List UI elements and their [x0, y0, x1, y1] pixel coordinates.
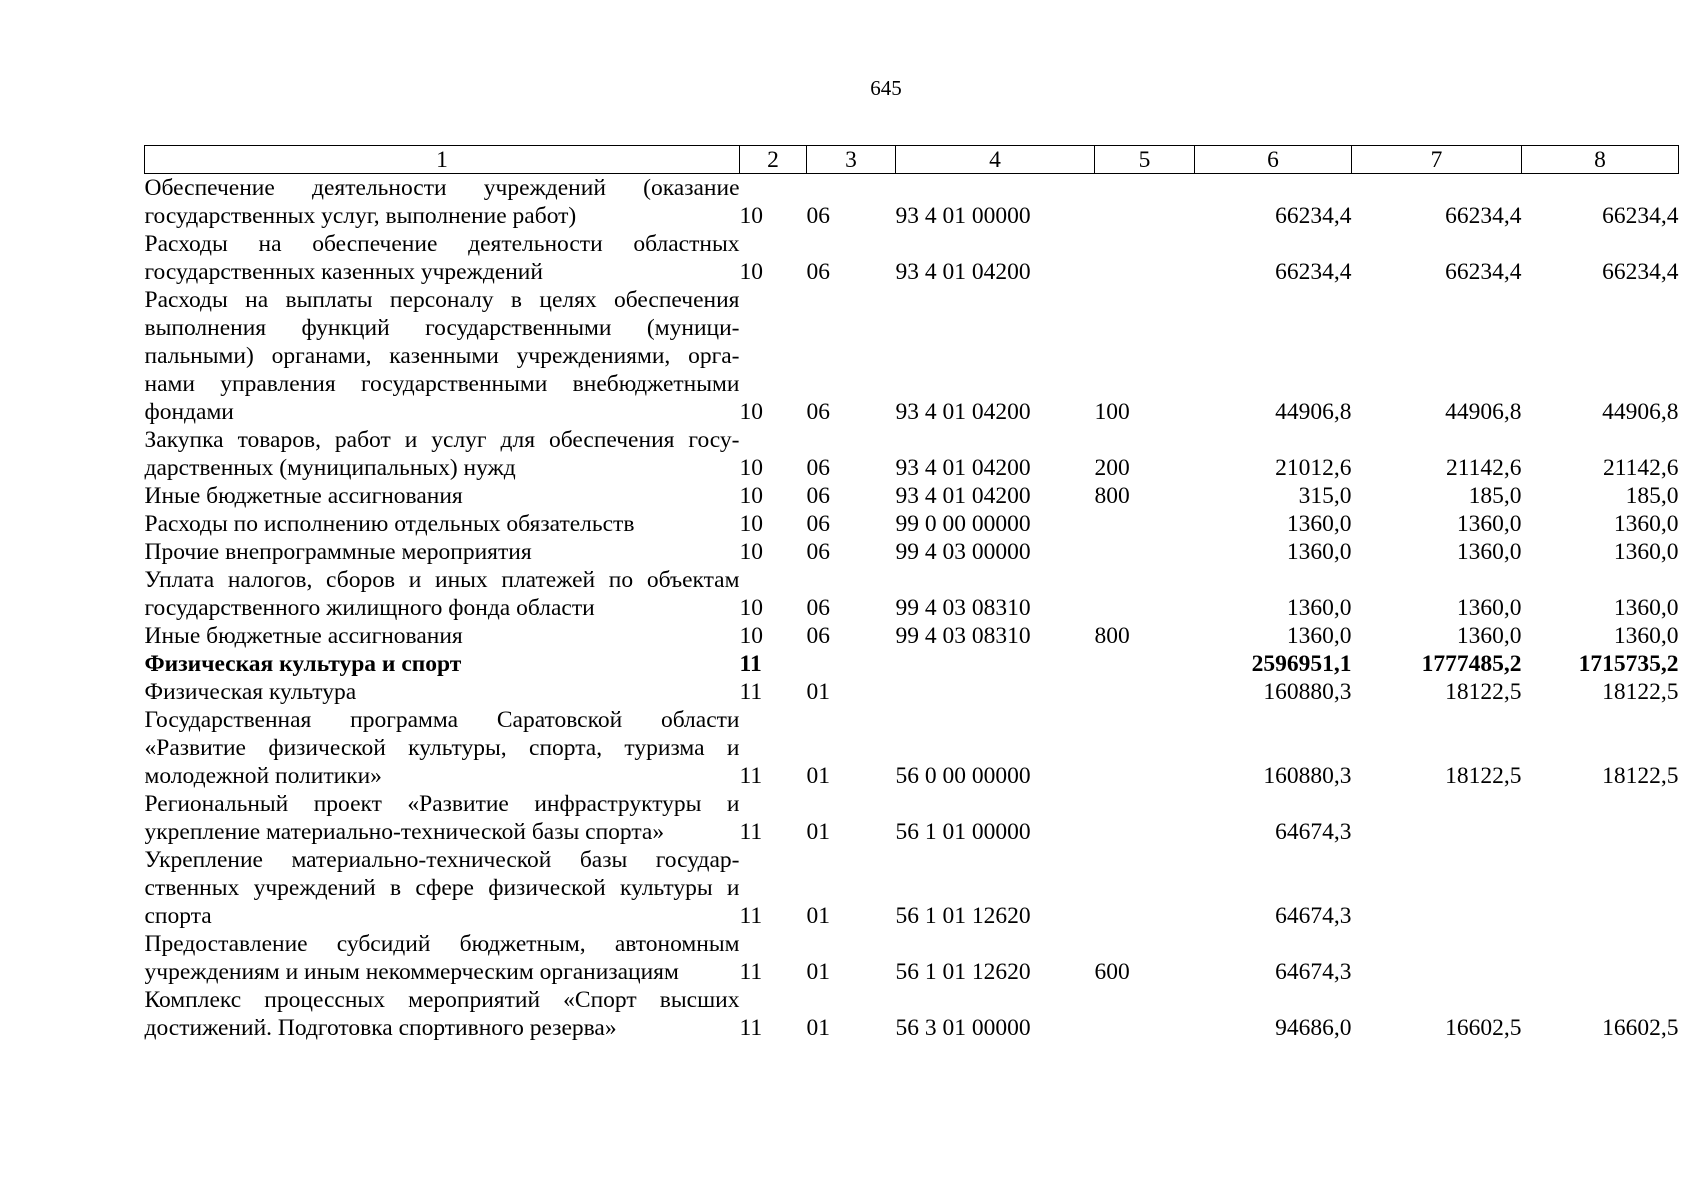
table-body [145, 174, 1679, 1043]
row-name: Физическая культура [144, 679, 357, 705]
subsection-code: 06 [806, 539, 830, 565]
amount-col-6: 64674,3 [1275, 959, 1352, 985]
section-code: 10 [739, 595, 763, 621]
expense-type-code [1095, 986, 1195, 1042]
amount-col-6: 21012,6 [1275, 455, 1352, 481]
amount-col-8: 1360,0 [1613, 539, 1679, 565]
amount-col-6: 64674,3 [1275, 903, 1352, 929]
table-row [145, 566, 1679, 622]
expense-type-code [1095, 846, 1195, 930]
target-article-code: 56 1 01 12620 [895, 959, 1031, 985]
row-name: Укрепление материально-технической базы государ-ственных учреждений в сфере физической культуры и спорта [144, 847, 740, 929]
subsection-code [807, 650, 896, 678]
target-article-code [896, 678, 1095, 706]
amount-col-8: 1715735,2 [1578, 651, 1679, 677]
expense-type-code [1095, 650, 1195, 678]
expense-type-code: 800 [1094, 483, 1130, 509]
table-row [145, 650, 1679, 678]
table-row [145, 986, 1679, 1042]
subsection-code: 01 [806, 679, 830, 705]
amount-col-6: 160880,3 [1263, 679, 1352, 705]
amount-col-8: 66234,4 [1602, 203, 1679, 229]
amount-col-8 [1522, 790, 1679, 846]
table-row [145, 426, 1679, 482]
row-name: Расходы на обеспечение деятельности областных государственных казенных учреждений [144, 231, 740, 285]
amount-col-7: 1360,0 [1456, 539, 1522, 565]
expense-type-code: 100 [1094, 399, 1130, 425]
expense-type-code [1095, 510, 1195, 538]
header-col-2: 2 [740, 146, 807, 174]
target-article-code [896, 650, 1095, 678]
amount-col-8: 185,0 [1625, 483, 1679, 509]
amount-col-6: 2596951,1 [1251, 651, 1352, 677]
amount-col-6: 315,0 [1298, 483, 1352, 509]
amount-col-7: 66234,4 [1445, 259, 1522, 285]
table-row [145, 482, 1679, 510]
row-name: Государственная программа Саратовской области «Развитие физической культуры, спорта, туризма и молодежной политики» [144, 707, 740, 789]
amount-col-8: 18122,5 [1602, 763, 1679, 789]
header-col-1: 1 [145, 146, 740, 174]
subsection-code: 01 [806, 903, 830, 929]
target-article-code: 99 4 03 00000 [895, 539, 1031, 565]
subsection-code: 06 [806, 511, 830, 537]
amount-col-7 [1352, 790, 1522, 846]
row-name: Иные бюджетные ассигнования [144, 623, 463, 649]
section-code: 11 [739, 903, 763, 929]
subsection-code: 06 [806, 399, 830, 425]
subsection-code: 06 [806, 595, 830, 621]
target-article-code: 56 0 00 00000 [895, 763, 1031, 789]
section-code: 10 [739, 511, 763, 537]
expense-type-code: 600 [1094, 959, 1130, 985]
target-article-code: 93 4 01 04200 [895, 455, 1031, 481]
row-name: Физическая культура и спорт [144, 651, 462, 677]
expense-type-code: 800 [1094, 623, 1130, 649]
subsection-code: 06 [806, 483, 830, 509]
target-article-code: 99 0 00 00000 [895, 511, 1031, 537]
table-row [145, 790, 1679, 846]
amount-col-8: 1360,0 [1613, 511, 1679, 537]
amount-col-8: 66234,4 [1602, 259, 1679, 285]
expense-type-code [1095, 174, 1195, 231]
target-article-code: 93 4 01 04200 [895, 483, 1031, 509]
amount-col-8: 21142,6 [1602, 455, 1679, 481]
table-row [145, 538, 1679, 566]
section-code: 11 [739, 763, 763, 789]
section-code: 11 [739, 959, 763, 985]
subsection-code: 01 [806, 763, 830, 789]
subsection-code: 01 [806, 819, 830, 845]
header-col-5: 5 [1095, 146, 1195, 174]
row-name: Обеспечение деятельности учреждений (оказание государственных услуг, выполнение работ) [144, 175, 740, 229]
amount-col-7: 1360,0 [1456, 595, 1522, 621]
row-name: Комплекс процессных мероприятий «Спорт высших достижений. Подготовка спортивного резерва» [144, 987, 740, 1041]
section-code: 10 [739, 483, 763, 509]
amount-col-6: 1360,0 [1286, 539, 1352, 565]
table-row [145, 286, 1679, 426]
target-article-code: 56 3 01 00000 [895, 1015, 1031, 1041]
expense-type-code [1095, 230, 1195, 286]
amount-col-6: 160880,3 [1263, 763, 1352, 789]
amount-col-7: 16602,5 [1445, 1015, 1522, 1041]
subsection-code: 06 [806, 623, 830, 649]
amount-col-7 [1352, 930, 1522, 986]
header-col-7: 7 [1352, 146, 1522, 174]
amount-col-7: 66234,4 [1445, 203, 1522, 229]
amount-col-7: 185,0 [1468, 483, 1522, 509]
amount-col-7: 44906,8 [1445, 399, 1522, 425]
amount-col-6: 66234,4 [1275, 259, 1352, 285]
row-name: Закупка товаров, работ и услуг для обеспечения госу-дарственных (муниципальных) нужд [144, 427, 740, 481]
expense-type-code [1095, 706, 1195, 790]
target-article-code: 93 4 01 04200 [895, 399, 1031, 425]
amount-col-6: 1360,0 [1286, 595, 1352, 621]
table-row [145, 230, 1679, 286]
row-name: Уплата налогов, сборов и иных платежей по объектам государственного жилищного фонда области [144, 567, 740, 621]
section-code: 10 [739, 539, 763, 565]
budget-table [144, 145, 1679, 1042]
target-article-code: 99 4 03 08310 [895, 623, 1031, 649]
expense-type-code: 200 [1094, 455, 1130, 481]
amount-col-7: 1777485,2 [1421, 651, 1522, 677]
row-name: Региональный проект «Развитие инфраструктуры и укрепление материально-технической базы спорта» [144, 791, 740, 845]
amount-col-7 [1352, 846, 1522, 930]
table-row [145, 174, 1679, 231]
section-code: 10 [739, 399, 763, 425]
amount-col-7: 1360,0 [1456, 511, 1522, 537]
section-code: 10 [739, 455, 763, 481]
amount-col-6: 94686,0 [1275, 1015, 1352, 1041]
amount-col-6: 1360,0 [1286, 511, 1352, 537]
expense-type-code [1095, 538, 1195, 566]
table-row [145, 622, 1679, 650]
subsection-code: 06 [806, 259, 830, 285]
subsection-code: 06 [806, 455, 830, 481]
header-col-3: 3 [807, 146, 896, 174]
section-code: 11 [739, 651, 762, 677]
target-article-code: 93 4 01 04200 [895, 259, 1031, 285]
section-code: 11 [739, 819, 763, 845]
row-name: Иные бюджетные ассигнования [144, 483, 463, 509]
column-number-header [145, 146, 1679, 174]
amount-col-8 [1522, 846, 1679, 930]
target-article-code: 56 1 01 12620 [895, 903, 1031, 929]
row-name: Прочие внепрограммные мероприятия [144, 539, 532, 565]
target-article-code: 56 1 01 00000 [895, 819, 1031, 845]
row-name: Расходы по исполнению отдельных обязательств [144, 511, 635, 537]
expense-type-code [1095, 678, 1195, 706]
amount-col-7: 18122,5 [1445, 679, 1522, 705]
amount-col-6: 44906,8 [1275, 399, 1352, 425]
section-code: 10 [739, 623, 763, 649]
target-article-code: 93 4 01 00000 [895, 203, 1031, 229]
page-number: 645 [870, 76, 902, 100]
section-code: 10 [739, 203, 763, 229]
amount-col-8: 1360,0 [1613, 595, 1679, 621]
amount-col-6: 1360,0 [1286, 623, 1352, 649]
table-row [145, 706, 1679, 790]
table-row [145, 930, 1679, 986]
header-col-6: 6 [1195, 146, 1352, 174]
target-article-code: 99 4 03 08310 [895, 595, 1031, 621]
amount-col-6: 66234,4 [1275, 203, 1352, 229]
subsection-code: 01 [806, 1015, 830, 1041]
amount-col-8: 1360,0 [1613, 623, 1679, 649]
expense-type-code [1095, 566, 1195, 622]
amount-col-6: 64674,3 [1275, 819, 1352, 845]
table-row [145, 678, 1679, 706]
table-row [145, 510, 1679, 538]
row-name: Предоставление субсидий бюджетным, автономным учреждениям и иным некоммерческим организациям [144, 931, 740, 985]
header-col-4: 4 [896, 146, 1095, 174]
amount-col-8: 44906,8 [1602, 399, 1679, 425]
expense-type-code [1095, 790, 1195, 846]
table-row [145, 846, 1679, 930]
amount-col-7: 1360,0 [1456, 623, 1522, 649]
section-code: 11 [739, 1015, 763, 1041]
section-code: 11 [739, 679, 763, 705]
amount-col-7: 18122,5 [1445, 763, 1522, 789]
amount-col-7: 21142,6 [1445, 455, 1522, 481]
subsection-code: 06 [806, 203, 830, 229]
amount-col-8: 18122,5 [1602, 679, 1679, 705]
subsection-code: 01 [806, 959, 830, 985]
row-name: Расходы на выплаты персоналу в целях обеспечения выполнения функций государственными (муници-пальными) органами, казенными учреждениями, орга-нами управления государственными внебюджетными фондами [144, 287, 740, 425]
amount-col-8 [1522, 930, 1679, 986]
section-code: 10 [739, 259, 763, 285]
header-col-8: 8 [1522, 146, 1679, 174]
amount-col-8: 16602,5 [1602, 1015, 1679, 1041]
